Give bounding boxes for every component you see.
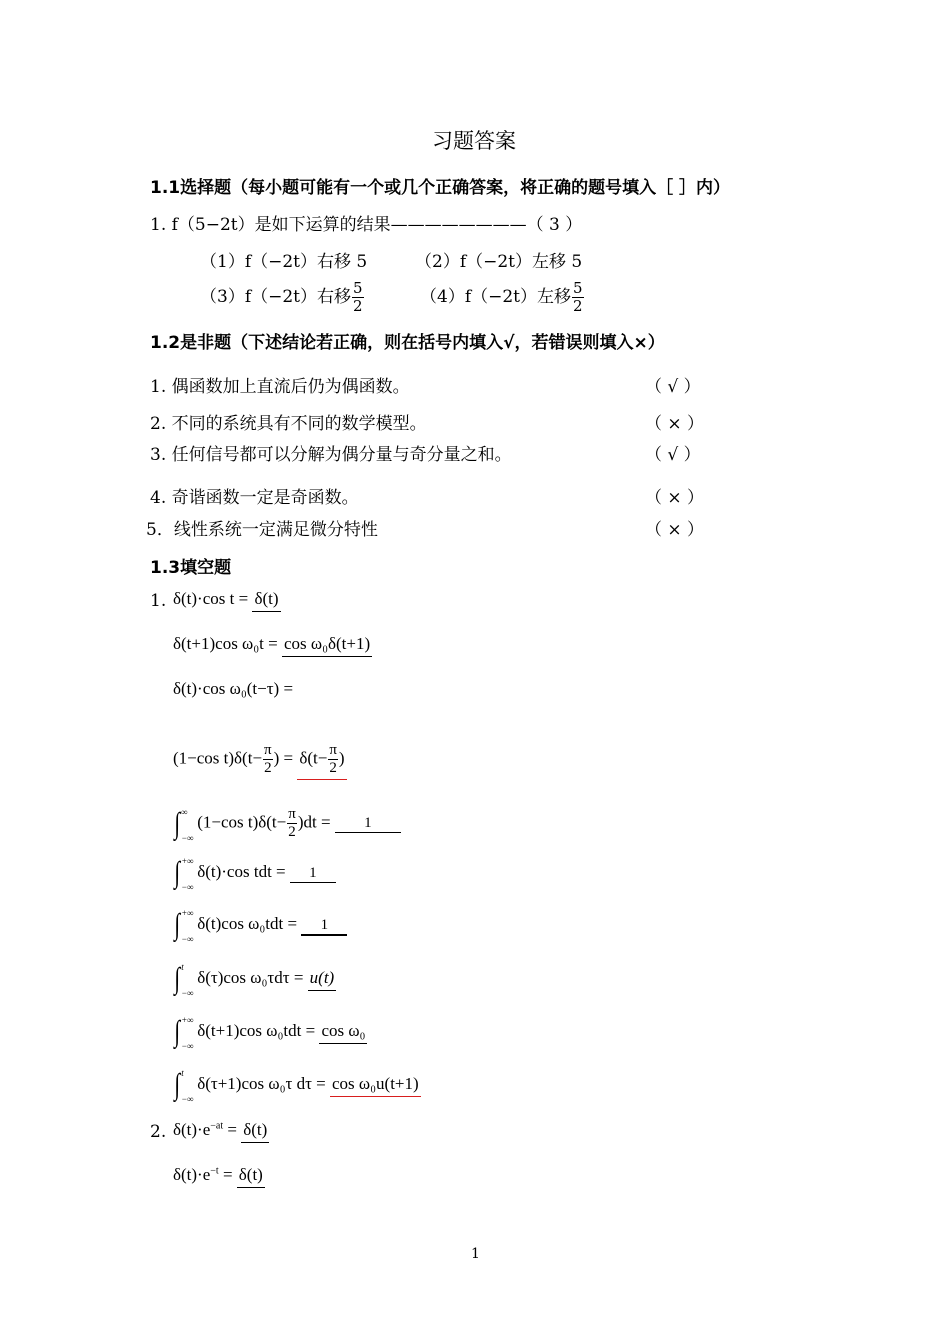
fraction-numerator: π (264, 742, 272, 758)
integral-sign: ∫ (174, 962, 180, 995)
equation-11-exponent: −at (210, 1120, 224, 1132)
fraction-denominator: 2 (329, 760, 337, 776)
lower-limit: −∞ (181, 988, 194, 998)
equation-12-lhs: δ(t)·e (173, 1165, 211, 1184)
integral-limits (181, 806, 197, 843)
equation-11-eq: = (227, 1120, 237, 1139)
lower-limit: −∞ (181, 1041, 194, 1051)
integral-sign: ∫ (174, 1015, 180, 1048)
option-4-label: （4）f（−2t）左移 (420, 287, 571, 307)
problem-number-2: 2. (150, 1122, 167, 1142)
equation-7-body: δ(t)cos ω₀tdt = (197, 913, 298, 933)
fraction-pi-over-2 (263, 742, 273, 777)
integral-limits (181, 1068, 197, 1104)
upper-limit: +∞ (181, 856, 194, 866)
integral-limits (181, 1015, 197, 1051)
fraction-denominator: 2 (288, 824, 296, 840)
equation-11-lhs: δ(t)·e (173, 1120, 211, 1139)
option-1: （1）f（−2t）右移 5 (200, 252, 368, 272)
equation-4-eq: ) = (273, 748, 294, 768)
tf-item-4: 4. 奇谐函数一定是奇函数。 (150, 488, 359, 508)
equation-11 (173, 1120, 269, 1143)
equation-6 (173, 856, 336, 892)
equation-10-body: δ(τ+1)cos ω₀τ dτ = (197, 1073, 326, 1093)
fraction-numerator: π (329, 742, 337, 758)
equation-4-lhs: (1−cos t)δ(t− (173, 748, 263, 768)
option-4 (420, 280, 585, 315)
equation-9-answer: cos ω₀ (319, 1021, 367, 1044)
lower-limit: −∞ (181, 832, 194, 843)
equation-10 (173, 1068, 421, 1104)
equation-1 (173, 589, 281, 612)
equation-6-body: δ(t)·cos tdt = (197, 861, 286, 881)
equation-9 (173, 1015, 367, 1051)
equation-5-body: (1−cos t)δ(t− (197, 812, 287, 832)
question-1-1: 1. f（5−2t）是如下运算的结果————————（ 3 ） (150, 215, 583, 235)
equation-12-exponent: −t (210, 1165, 219, 1177)
equation-5-answer: 1 (335, 815, 401, 833)
option-2: （2）f（−2t）左移 5 (415, 252, 583, 272)
integral-limits (181, 962, 197, 998)
equation-8-body: δ(τ)cos ω₀τdτ = (197, 967, 304, 987)
lower-limit: −∞ (181, 882, 194, 892)
upper-limit: +∞ (181, 1015, 194, 1025)
equation-2-answer: cos ω₀δ(t+1) (282, 634, 372, 657)
tf-item-3: 3. 任何信号都可以分解为偶分量与奇分量之和。 (150, 445, 512, 465)
option-3 (200, 280, 365, 315)
equation-7-answer: 1 (301, 917, 347, 936)
equation-3: δ(t)·cos ω₀(t−τ) = (173, 679, 294, 698)
fraction-pi-over-2 (328, 742, 338, 777)
tf-mark-4: （ × ） (645, 488, 705, 508)
tf-item-1: 1. 偶函数加上直流后仍为偶函数。 (150, 377, 410, 397)
tf-mark-2: （ × ） (645, 414, 705, 434)
equation-11-answer: δ(t) (241, 1120, 269, 1143)
upper-limit: t (181, 1068, 184, 1078)
equation-10-answer: cos ω₀u(t+1) (330, 1074, 421, 1097)
fraction-denominator: 2 (353, 297, 363, 315)
equation-4-answer-b: ) (338, 748, 345, 768)
problem-number-1: 1. (150, 591, 167, 611)
integral-sign: ∫ (174, 856, 180, 889)
equation-2-lhs: δ(t+1)cos ω₀t = (173, 634, 278, 653)
tf-item-2: 2. 不同的系统具有不同的数学模型。 (150, 414, 427, 434)
integral-limits (181, 856, 197, 892)
integral-sign: ∫ (174, 806, 180, 840)
lower-limit: −∞ (181, 934, 194, 944)
tf-mark-5: （ × ） (645, 520, 705, 540)
tf-mark-1: （ √ ） (645, 377, 701, 397)
upper-limit: +∞ (181, 908, 194, 918)
upper-limit: t (181, 962, 184, 972)
equation-12-answer: δ(t) (237, 1165, 265, 1188)
fraction-pi-over-2 (287, 806, 297, 841)
equation-5 (173, 806, 401, 841)
equation-12 (173, 1165, 265, 1188)
equation-6-answer: 1 (290, 865, 336, 883)
equation-4 (173, 742, 347, 780)
lower-limit: −∞ (181, 1094, 194, 1104)
equation-7 (173, 908, 347, 944)
integral-sign: ∫ (174, 908, 180, 941)
equation-4-answer (297, 742, 346, 780)
equation-8 (173, 962, 336, 998)
page-title: 习题答案 (432, 129, 516, 153)
integral-limits (181, 908, 197, 944)
equation-5-eq: )dt = (297, 812, 331, 832)
section-heading-1-2: 1.2是非题（下述结论若正确，则在括号内填入√，若错误则填入×） (150, 333, 665, 353)
equation-4-answer-a: δ(t− (299, 748, 328, 768)
equation-9-body: δ(t+1)cos ω₀tdt = (197, 1020, 316, 1040)
fraction-denominator: 2 (573, 297, 583, 315)
section-heading-1-1: 1.1选择题（每小题可能有一个或几个正确答案，将正确的题号填入［ ］内） (150, 178, 731, 198)
fraction-numerator: 5 (573, 279, 583, 297)
fraction-numerator: 5 (353, 279, 363, 297)
option-3-label: （3）f（−2t）右移 (200, 287, 351, 307)
tf-mark-3: （ √ ） (645, 445, 701, 465)
tf-item-5: 5．线性系统一定满足微分特性 (146, 520, 378, 540)
integral-sign: ∫ (174, 1068, 180, 1101)
fraction (352, 280, 364, 315)
section-heading-1-3: 1.3填空题 (150, 558, 232, 578)
fraction (572, 280, 584, 315)
equation-12-eq: = (222, 1165, 233, 1184)
upper-limit: ∞ (181, 806, 188, 817)
equation-1-lhs: δ(t)·cos t = (173, 589, 249, 608)
fraction-denominator: 2 (264, 760, 272, 776)
equation-2 (173, 634, 372, 657)
page-number: 1 (471, 1246, 480, 1262)
fraction-numerator: π (288, 806, 296, 822)
equation-1-answer: δ(t) (252, 589, 280, 612)
equation-8-answer: u(t) (308, 968, 337, 991)
